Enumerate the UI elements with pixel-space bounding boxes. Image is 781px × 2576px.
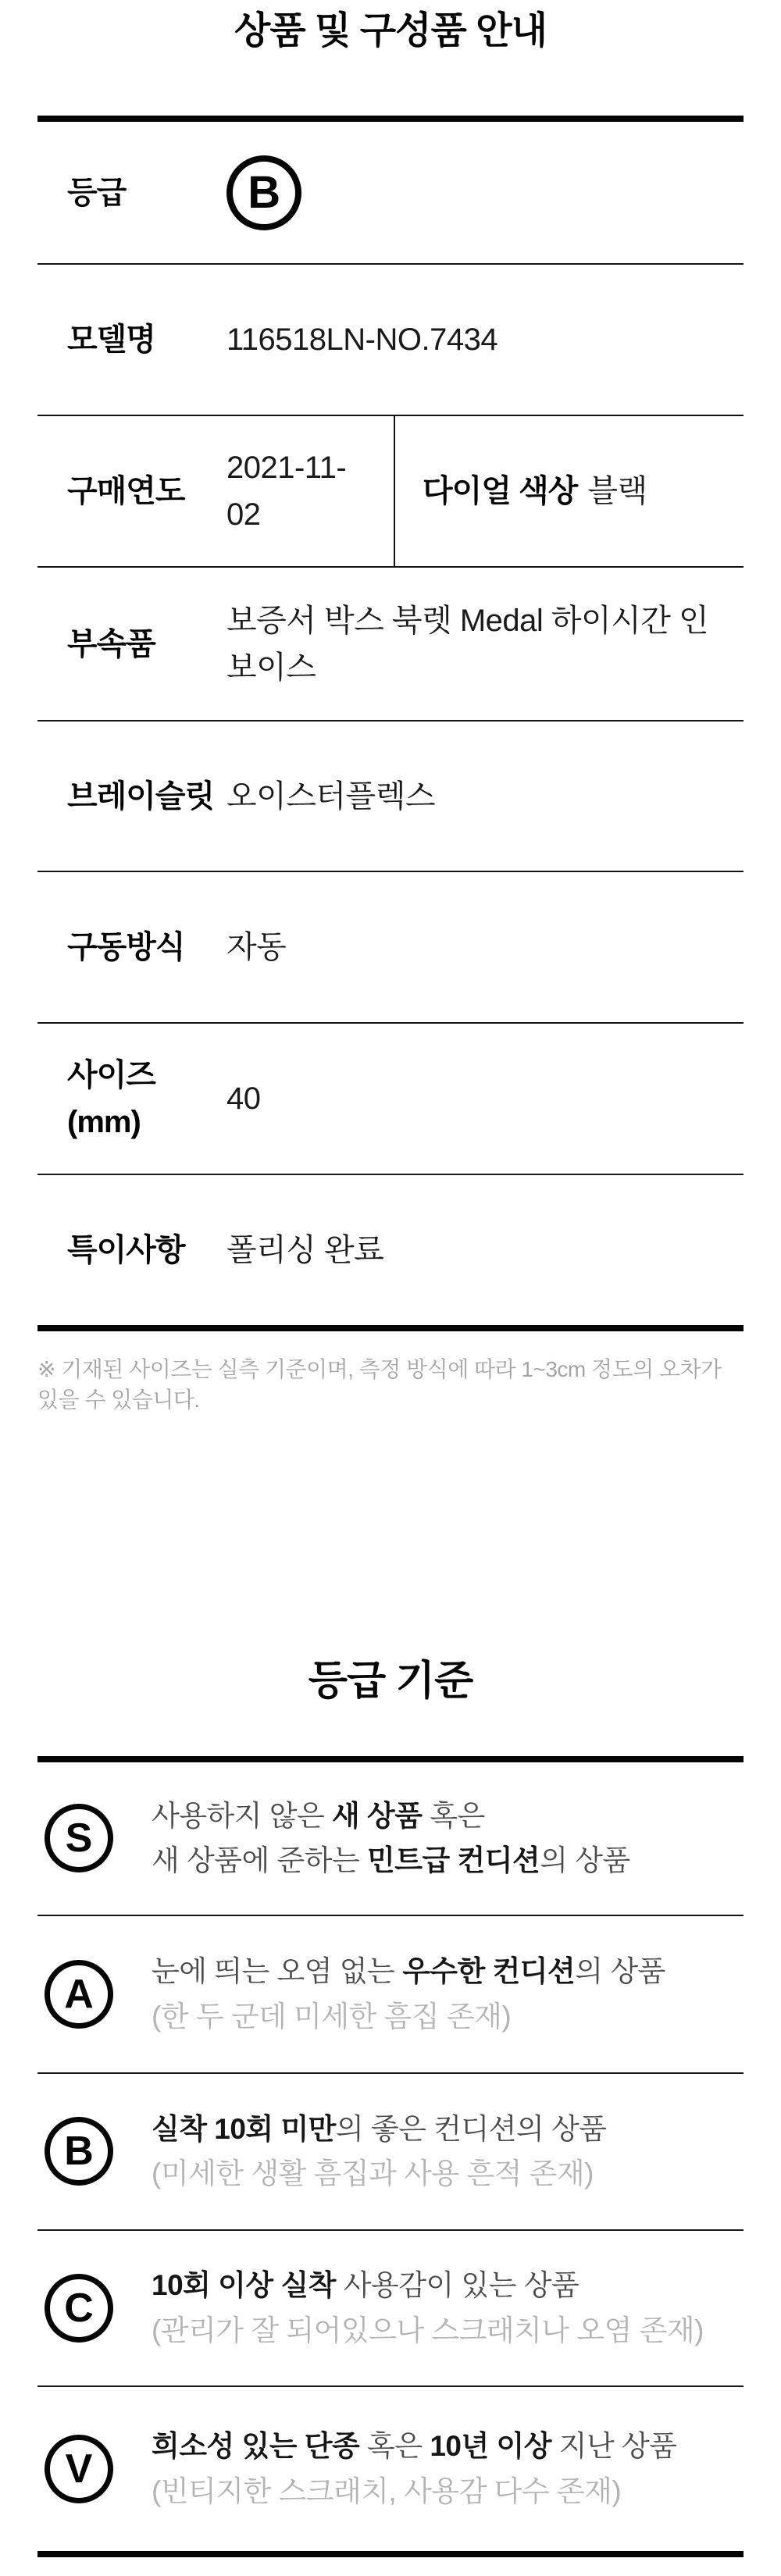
product-info-section [37,0,744,1415]
bracelet-value: 오이스터플렉스 [226,779,435,814]
accessories-value: 보증서 박스 북렛 Medal 하이시간 인보이스 [226,603,709,685]
grade-row-a [37,1916,744,2074]
grade-c-line1: 10회 이상 실착 사용감이 있는 상품 [152,2269,580,2302]
spec-table [37,116,744,1331]
grade-row-b [37,2074,744,2231]
spec-row-purchase-dial [37,416,744,568]
dial-cell [394,416,744,566]
grade-s-letter: S [65,1815,93,1862]
movement-label: 구동방식 [67,930,185,965]
spec-row-accessories [37,568,744,721]
grade-b-line1: 실착 10회 미만의 좋은 컨디션의 상품 [152,2112,607,2145]
grade-b-criteria-circle-icon [45,2117,113,2186]
grade-b-letter: B [64,2129,94,2175]
grade-v-sub: (빈티지한 스크래치, 사용감 다수 존재) [152,2474,622,2507]
grade-row-c [37,2231,744,2387]
grade-v-letter: V [65,2446,93,2492]
size-value: 40 [226,1081,261,1117]
grade-s-circle-icon [45,1804,113,1872]
grade-label: 등급 [67,175,127,210]
product-info-title: 상품 및 구성품 안내 [234,10,547,52]
grade-a-sub: (한 두 군데 미세한 흠집 존재) [152,2000,512,2033]
grade-row-v [37,2387,744,2551]
size-disclaimer-note: ※ 기재된 사이즈는 실측 기준이며, 측정 방식에 따라 1~3cm 정도의 오차가 있을 수 있습니다. [37,1357,722,1412]
grade-a-line1: 눈에 띄는 오염 없는 우수한 컨디션의 상품 [152,1955,665,1988]
purchase-label: 구매연도 [67,474,185,509]
grade-b-description [152,2107,606,2197]
purchase-value: 2021-11-02 [226,451,347,533]
accessories-label: 부속품 [67,626,155,661]
grade-v-line1: 희소성 있는 단종 혹은 10년 이상 지난 상품 [152,2430,677,2463]
grade-b-circle-icon [226,155,301,230]
grade-value-cell [226,155,744,230]
grade-row-s [37,1762,744,1916]
spec-row-size [37,1024,744,1175]
bracelet-label: 브레이슬릿 [67,779,215,814]
model-label: 모델명 [67,322,155,358]
grade-c-description [152,2263,704,2353]
spec-row-bracelet [37,721,744,872]
grade-c-sub: (관리가 잘 되어있으나 스크래치나 오염 존재) [152,2314,704,2346]
grade-letter: B [248,167,280,219]
grade-s-line2: 새 상품에 준하는 민트급 컨디션의 상품 [152,1844,630,1877]
grade-a-circle-icon [45,1960,113,2029]
grade-s-description [152,1794,630,1883]
model-value: 116518LN-NO.7434 [226,322,498,358]
notes-label: 특이사항 [67,1233,185,1268]
dial-value: 블랙 [587,474,647,509]
grade-c-letter: C [64,2285,94,2331]
spec-row-grade [37,122,744,265]
notes-value: 폴리싱 완료 [226,1233,384,1268]
movement-value: 자동 [226,930,287,965]
spec-row-notes [37,1175,744,1325]
grade-v-circle-icon [45,2435,113,2503]
grade-a-description [152,1949,665,2039]
grade-s-line1: 사용하지 않은 새 상품 혹은 [152,1799,485,1832]
grade-criteria-title: 등급 기준 [308,1659,473,1705]
purchase-cell [37,416,394,566]
grade-c-circle-icon [45,2274,113,2343]
spec-row-movement [37,872,744,1024]
grade-criteria-section [37,1657,744,2556]
spec-row-model [37,265,744,416]
grade-a-letter: A [64,1971,94,2017]
grade-b-sub: (미세한 생활 흠집과 사용 흔적 존재) [152,2157,594,2190]
size-label: 사이즈 (mm) [67,1058,155,1140]
grade-criteria-table [37,1756,744,2557]
grade-v-description [152,2424,677,2514]
dial-label: 다이얼 색상 [423,474,578,509]
